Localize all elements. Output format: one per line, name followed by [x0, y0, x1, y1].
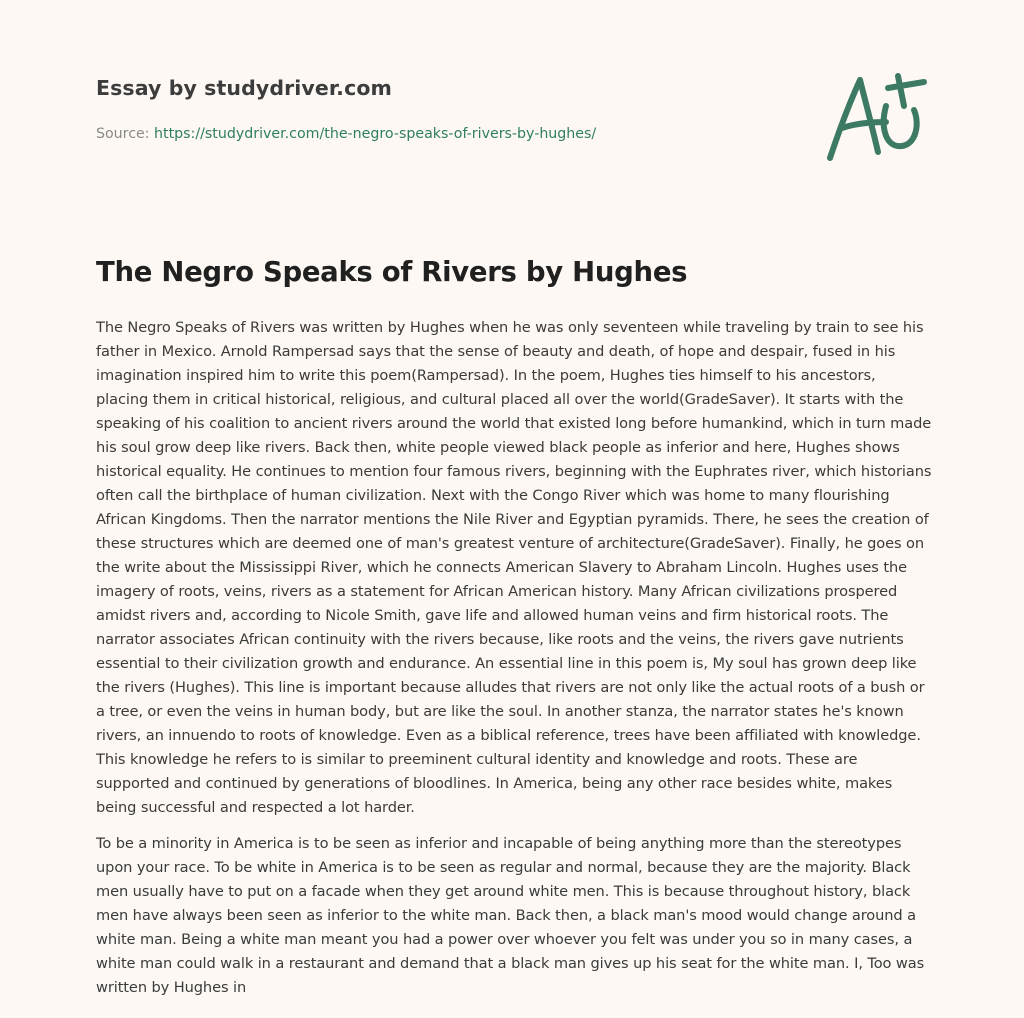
essay-paragraph: The Negro Speaks of Rivers was written by Hughes when he was only seventeen while traveling by train to see his father in Mexico. Arnold Rampersad says that the sense of beauty and death, of hope and despair, fused in his imagination inspired him to write this poem(Rampersad). In the poem, Hughes ties himself to his ancestors, placing them in critical historical, religious, and cultural placed all over the world(GradeSaver). It starts with the speaking of his coalition to ancient rivers around the world that existed long before humankind, which in turn made his soul grow deep like rivers. Back then, white people viewed black people as inferior and here, Hughes shows historical equality. He continues to mention four famous rivers, beginning with the Euphrates river, which historians often call the birthplace of human civilization. Next with the Congo River which was home to many flourishing African Kingdoms. Then the narrator mentions the Nile River and Egyptian pyramids. There, he sees the creation of these structures which are deemed one of man's greatest venture of architecture(GradeSaver). Finally, he goes on the write about the Mississippi River, which he connects American Slavery to Abraham Lincoln. Hughes uses the imagery of roots, veins, rivers as a statement for African American history. Many African civilizations prospered amidst rivers and, according to Nicole Smith, gave life and allowed human veins and firm historical roots. The narrator associates African continuity with the rivers because, like roots and the veins, the rivers gave nutrients essential to their civilization growth and endurance. An essential line in this poem is, My soul has grown deep like the rivers (Hughes). This line is important because alludes that rivers are not only like the actual roots of a bush or a tree, or even the veins in human body, but are like the soul. In another stanza, the narrator states he's known rivers, an innuendo to roots of knowledge. Even as a biblical reference, trees have been affiliated with knowledge. This knowledge he refers to is similar to preeminent cultural identity and knowledge and roots. These are supported and continued by generations of bloodlines. In America, being any other race besides white, makes being successful and respected a lot harder. — [96, 319, 932, 816]
source-line — [96, 126, 596, 142]
source-label: Source: — [96, 126, 155, 142]
a-plus-logo-icon — [820, 66, 930, 166]
source-link[interactable]: https://studydriver.com/the-negro-speaks-of-rivers-by-hughes/ — [154, 126, 597, 142]
essay-title: The Negro Speaks of Rivers by Hughes — [96, 256, 688, 288]
essay-body — [96, 316, 932, 1012]
site-title: Essay by studydriver.com — [96, 76, 392, 100]
essay-paragraph: To be a minority in America is to be seen as inferior and incapable of being anything more than the stereotypes upon your race. To be white in America is to be seen as regular and normal, because they are the majority. Black men usually have to put on a facade when they get around white men. This is because throughout history, black men have always been seen as inferior to the white man. Back then, a black man's mood would change around a white man. Being a white man meant you had a power over whoever you felt was under you so in many cases, a white man could walk in a restaurant and demand that a black man gives up his seat for the white man. I, Too was written by Hughes in — [96, 835, 925, 996]
essay-header — [96, 76, 796, 142]
a-plus-logo — [820, 66, 930, 166]
